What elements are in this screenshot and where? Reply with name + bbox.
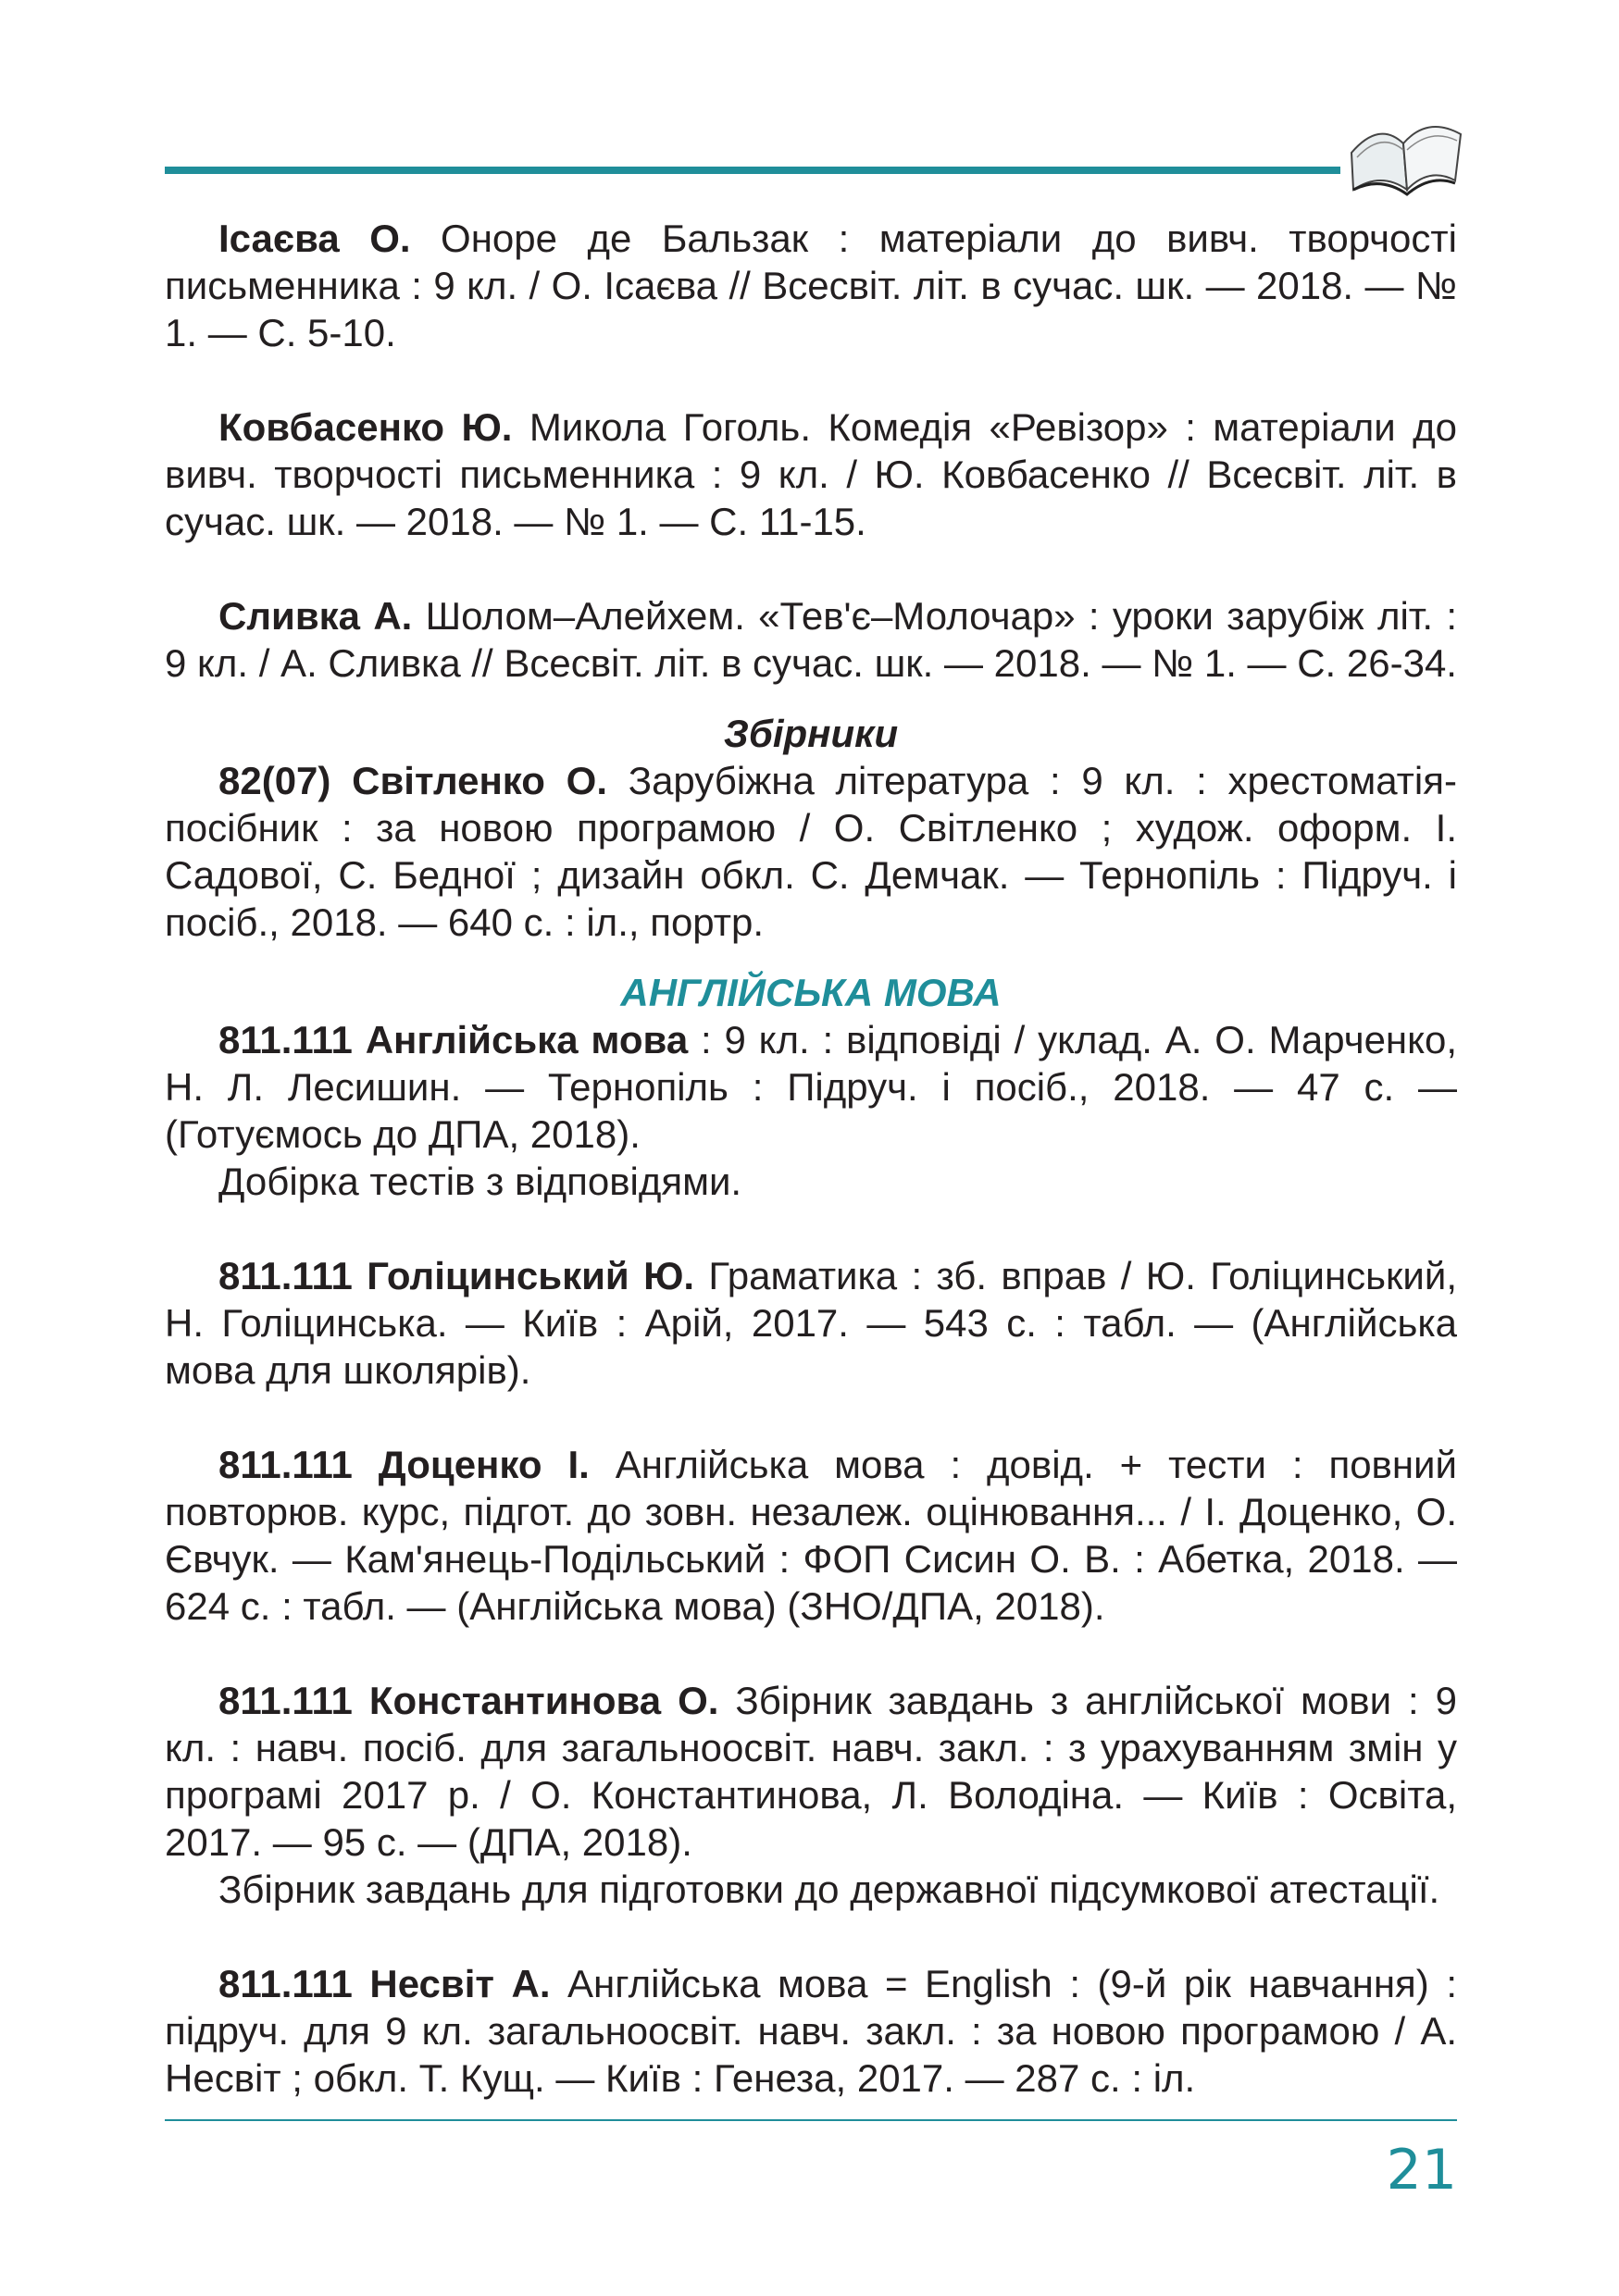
entry-text: Микола Гоголь. Комедія «Ревізор» : матеріали до вивч. творчості письменника : 9 кл. / Ю. Ковбасенко // Всесвіт. літ. в сучас. шк. — 2018. — № 1. — С. 11-15. xyxy=(165,405,1458,543)
entry-text: Англійська мова : довід. + тести : повний повторюв. курс, підгот. до зовн. незалеж. оцінювання... / І. Доценко, О. Євчук. — Кам'янець-Подільський : ФОП Сисин О. В. : Абетка, 2018. — 624 с. : табл. — (Англійська мова) (ЗНО/ДПА, 2018). xyxy=(165,1443,1457,1628)
entry-author: Сливка А. xyxy=(218,594,413,638)
entry-konstantynova xyxy=(165,1677,1457,1913)
entry-author: 811.111 Англійська мова xyxy=(218,1018,689,1061)
entry-note: Збірник завдань для підготовки до державної підсумкової атестації. xyxy=(218,1868,1440,1911)
entry-author: 811.111 Голіцинський Ю. xyxy=(218,1254,695,1297)
entry-text: Зарубіжна література : 9 кл. : хрестоматія-посібник : за новою програмою / О. Світленко ; худож. оформ. І. Садової, С. Бедної ; дизайн обкл. С. Демчак. — Тернопіль : Підруч. і посіб., 2018. — 640 с. : іл., портр. xyxy=(165,759,1457,944)
bibliography xyxy=(165,215,1457,2102)
open-book-icon xyxy=(1342,102,1467,204)
entry-author: 811.111 Несвіт А. xyxy=(218,1962,551,2005)
entry-author: 811.111 Константинова О. xyxy=(218,1679,719,1722)
entry-text: : 9 кл. : відповіді / уклад. А. О. Марченко, Н. Л. Лесишин. — Тернопіль : Підруч. і посіб., 2018. — 47 с. — (Готуємось до ДПА, 2018). xyxy=(165,1018,1458,1156)
entry-dotsenko xyxy=(165,1441,1457,1630)
entry-english-answers xyxy=(165,1016,1457,1205)
entry-isaieva xyxy=(165,215,1457,356)
entry-golitsynskyi xyxy=(165,1252,1457,1394)
entry-author: Ісаєва О. xyxy=(218,217,411,260)
entry-kovbasenko xyxy=(165,403,1457,545)
entry-author: 811.111 Доценко І. xyxy=(218,1443,590,1486)
subheading: Збірники xyxy=(723,712,899,755)
entry-nesvit xyxy=(165,1960,1457,2102)
entry-text: Граматика : зб. вправ / Ю. Голіцинський, Н. Голіцинська. — Київ : Арій, 2017. — 543 с. : табл. — (Англійська мова для школярів). xyxy=(165,1254,1457,1392)
page-number: 21 xyxy=(1386,2138,1457,2203)
header-rule xyxy=(165,167,1340,174)
entry-text: Збірник завдань з англійської мови : 9 кл. : навч. посіб. для загальноосвіт. навч. закл. : з урахуванням змін у програмі 2017 р. / О. Константинова, Л. Володіна. — Київ : Освіта, 2017. — 95 с. — (ДПА, 2018). xyxy=(165,1679,1457,1864)
entry-note: Добірка тестів з відповідями. xyxy=(218,1160,742,1203)
entry-slyvka xyxy=(165,592,1457,687)
footer-rule xyxy=(165,2119,1457,2121)
entry-text: Шолом–Алейхем. «Тев'є–Молочар» : уроки зарубіж літ. : 9 кл. / А. Сливка // Всесвіт. літ. в сучас. шк. — 2018. — № 1. — С. 26-34. xyxy=(165,594,1457,685)
entry-author: Ковбасенко Ю. xyxy=(218,405,513,449)
section-title: АНГЛІЙСЬКА МОВА xyxy=(620,971,1002,1014)
entry-text: Англійська мова = English : (9-й рік навчання) : підруч. для 9 кл. загальноосвіт. навч. закл. : за новою програмою / А. Несвіт ; обкл. Т. Кущ. — Київ : Генеза, 2017. — 287 с. : іл. xyxy=(165,1962,1457,2100)
entry-svitlenko xyxy=(165,757,1457,946)
entry-text: Оноре де Бальзак : матеріали до вивч. творчості письменника : 9 кл. / О. Ісаєва // Всесвіт. літ. в сучас. шк. — 2018. — № 1. — С. 5-10. xyxy=(165,217,1457,354)
entry-author: 82(07) Світленко О. xyxy=(218,759,607,802)
